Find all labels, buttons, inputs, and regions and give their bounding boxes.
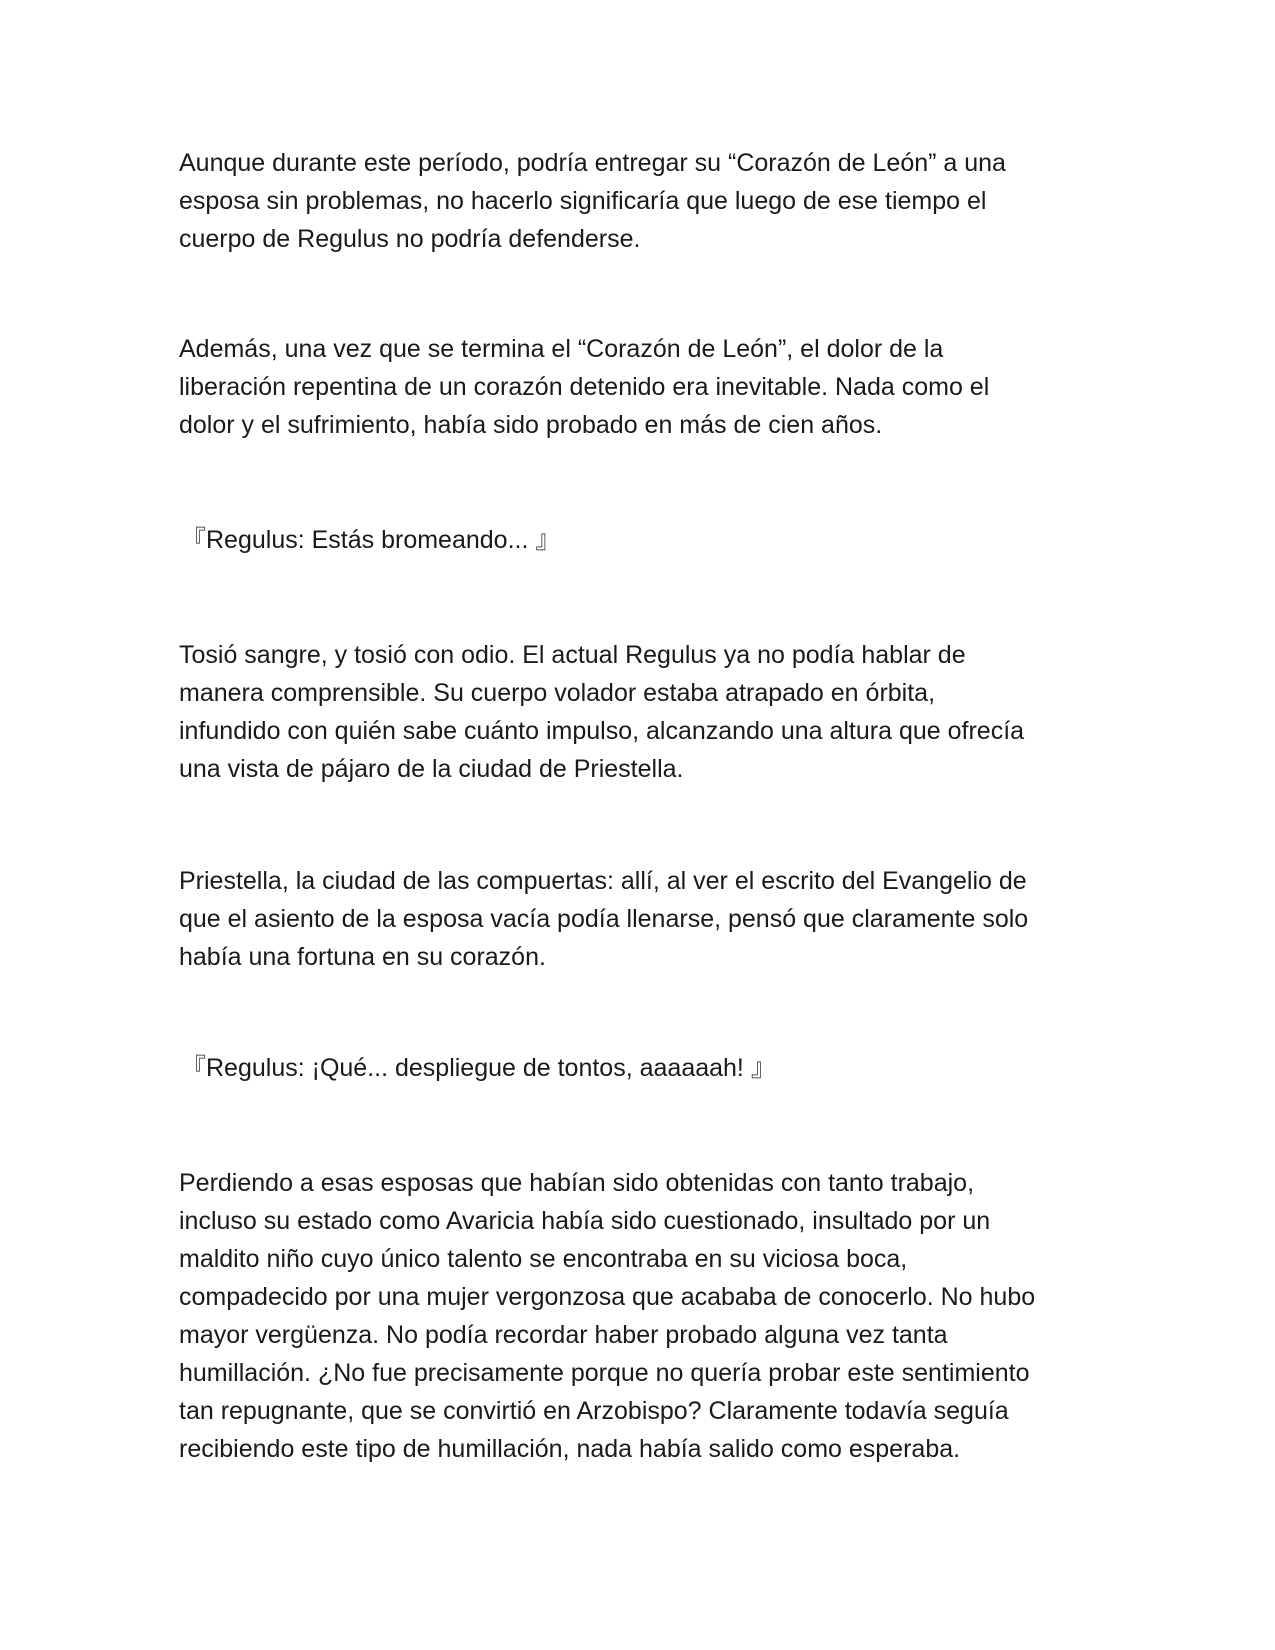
paragraph-1: Aunque durante este período, podría entregar su “Corazón de León” a una esposa sin problemas, no hacerlo significaría que luego de ese tiempo el cuerpo de Regulus no podría defenderse. bbox=[179, 149, 1006, 253]
paragraph-2: Además, una vez que se termina el “Corazón de León”, el dolor de la liberación repentina de un corazón detenido era inevitable. Nada como el dolor y el sufrimiento, había sido probado en más de cien años. bbox=[179, 335, 990, 439]
dialogue-line-1: 『Regulus: Estás bromeando... 』 bbox=[181, 526, 561, 554]
paragraph-5: Perdiendo a esas esposas que habían sido obtenidas con tanto trabajo, incluso su estado como Avaricia había sido cuestionado, insultado por un maldito niño cuyo único talento se encontraba en su viciosa boca, compadecido por una mujer vergonzosa que acababa de conocerlo. No hubo mayor vergüenza. No podía recordar haber probado alguna vez tanta humillación. ¿No fue precisamente porque no quería probar este sentimiento tan repugnante, que se convirtió en Arzobispo? Claramente todavía seguía recibiendo este tipo de humillación, nada había salido como esperaba. bbox=[179, 1169, 1036, 1463]
dialogue-line-2: 『Regulus: ¡Qué... despliegue de tontos, aaaaaah! 』 bbox=[181, 1054, 776, 1082]
paragraph-4: Priestella, la ciudad de las compuertas: allí, al ver el escrito del Evangelio de que el asiento de la esposa vacía podía llenarse, pensó que claramente solo había una fortuna en su corazón. bbox=[179, 867, 1029, 971]
paragraph-3: Tosió sangre, y tosió con odio. El actual Regulus ya no podía hablar de manera comprensible. Su cuerpo volador estaba atrapado en órbita, infundido con quién sabe cuánto impulso, alcanzando una altura que ofrecía una vista de pájaro de la ciudad de Priestella. bbox=[179, 641, 1025, 783]
